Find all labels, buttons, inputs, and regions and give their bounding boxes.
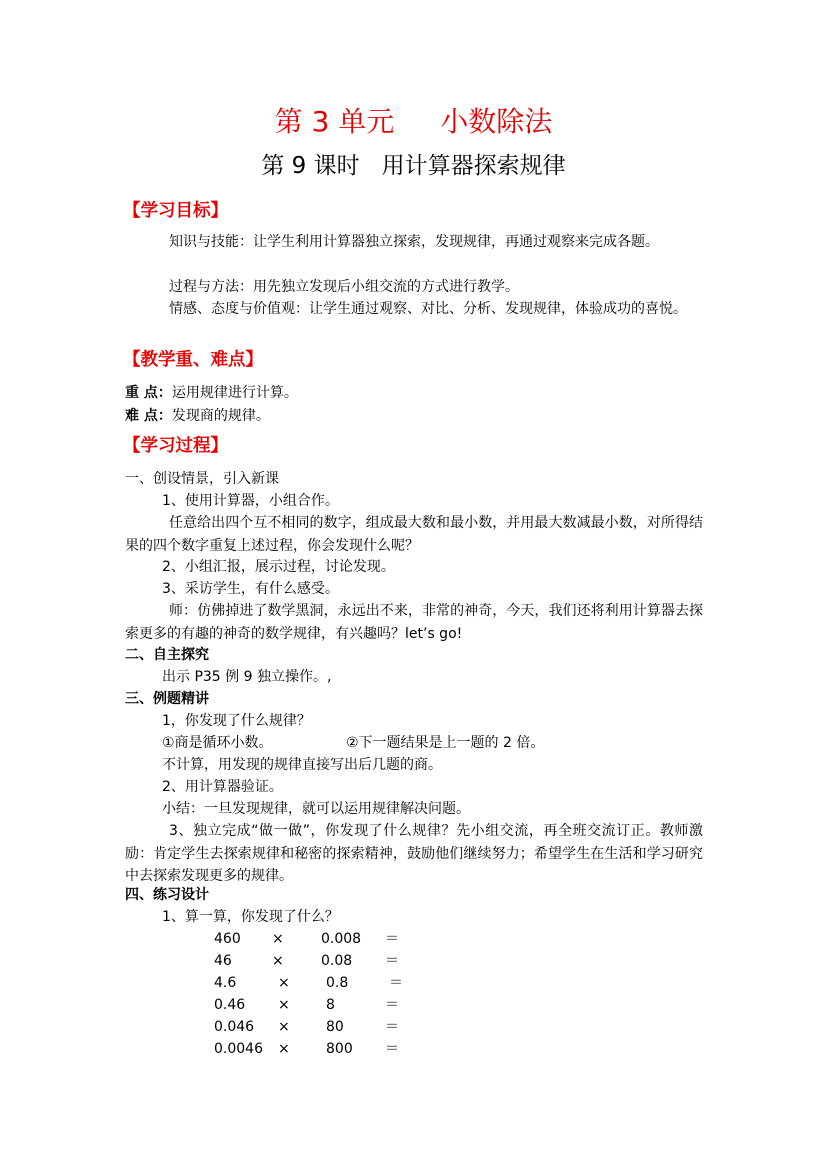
process-finding-a: ①商是循环小数。 bbox=[162, 735, 273, 751]
equals-sign: ＝ bbox=[385, 1041, 399, 1057]
exercise-operand-b: 0.08 bbox=[321, 953, 353, 969]
exercise-operand-b: 0.8 bbox=[326, 975, 349, 991]
objective-knowledge: 知识与技能：让学生利用计算器独立探索，发现规律，再通过观察来完成各题。 bbox=[169, 234, 659, 250]
equals-sign: ＝ bbox=[385, 931, 399, 947]
objective-method: 过程与方法：用先独立发现后小组交流的方式进行教学。 bbox=[169, 279, 519, 295]
times-sign: × bbox=[278, 975, 290, 991]
process-summary: 小结：一旦发现规律，就可以运用规律解决问题。 bbox=[162, 801, 470, 817]
equals-sign: ＝ bbox=[389, 975, 403, 991]
difficulty-text: 发现商的规律。 bbox=[171, 408, 270, 424]
exercise-operand-a: 46 bbox=[214, 953, 232, 969]
process-paragraph-1: 任意给出四个互不相同的数字，组成最大数和最小数，并用最大数减最小数，对所得结果的四个数字重复上述过程，你会发现什么呢？ bbox=[125, 515, 703, 554]
process-step-3-3: 3、独立完成“做一做”，你发现了什么规律？先小组交流，再全班交流订正。教师激励：肯定学生去探索规律和秘密的探索精神，鼓励他们继续努力；希望学生在生活和学习研究中去探索发现更多的规律。 bbox=[125, 823, 703, 884]
process-heading-1: 一、创设情景，引入新课 bbox=[125, 471, 279, 487]
process-step-1-1: 1、使用计算器，小组合作。 bbox=[162, 493, 339, 509]
process-heading-4: 四、练习设计 bbox=[125, 887, 209, 903]
process-heading-3: 三、例题精讲 bbox=[125, 691, 209, 707]
process-step-1-2: 2、小组汇报，展示过程，讨论发现。 bbox=[162, 559, 395, 575]
times-sign: × bbox=[278, 1019, 290, 1035]
exercise-operand-a: 0.046 bbox=[214, 1019, 255, 1035]
exercise-operand-b: 80 bbox=[326, 1019, 344, 1035]
process-teacher-remark: 师：仿佛掉进了数学黑洞，永远出不来，非常的神奇，今天，我们还将利用计算器去探索更多的有趣的神奇的数学规律，有兴趣吗？let’s go! bbox=[125, 603, 703, 642]
key-point-label: 重 点： bbox=[125, 385, 172, 401]
exercise-prompt: 1、算一算，你发现了什么？ bbox=[162, 909, 339, 925]
unit-title bbox=[0, 103, 827, 141]
section-key-points: 【教学重、难点】 bbox=[123, 350, 263, 370]
times-sign: × bbox=[272, 931, 284, 947]
unit-name: 小数除法 bbox=[440, 105, 553, 138]
exercise-operand-a: 4.6 bbox=[214, 975, 237, 991]
times-sign: × bbox=[278, 1041, 290, 1057]
exercise-operand-a: 0.0046 bbox=[214, 1041, 263, 1057]
exercise-operand-b: 0.008 bbox=[321, 931, 362, 947]
times-sign: × bbox=[278, 997, 290, 1013]
section-process: 【学习过程】 bbox=[123, 436, 228, 456]
equals-sign: ＝ bbox=[385, 997, 399, 1013]
equals-sign: ＝ bbox=[385, 953, 399, 969]
key-point-zhong bbox=[125, 382, 298, 404]
exercise-operand-a: 460 bbox=[214, 931, 241, 947]
process-finding-c: 不计算，用发现的规律直接写出后几题的商。 bbox=[162, 757, 442, 773]
lesson-title bbox=[0, 151, 827, 181]
key-point-text: 运用规律进行计算。 bbox=[171, 385, 298, 401]
exercise-operand-a: 0.46 bbox=[214, 997, 246, 1013]
lesson-number: 第 9 课时 bbox=[261, 153, 360, 179]
equals-sign: ＝ bbox=[385, 1019, 399, 1035]
process-heading-2: 二、自主探究 bbox=[125, 647, 209, 663]
process-step-2: 出示 P35 例 9 独立操作。, bbox=[162, 669, 332, 685]
key-point-nan bbox=[125, 405, 270, 427]
process-step-3-1: 1，你发现了什么规律？ bbox=[162, 713, 311, 729]
exercise-operand-b: 800 bbox=[326, 1041, 353, 1057]
section-objectives: 【学习目标】 bbox=[123, 201, 228, 221]
process-step-3-2: 2、用计算器验证。 bbox=[162, 779, 283, 795]
process-finding-b: ②下一题结果是上一题的 2 倍。 bbox=[346, 735, 545, 751]
process-step-1-3: 3、采访学生，有什么感受。 bbox=[162, 581, 339, 597]
exercise-operand-b: 8 bbox=[326, 997, 335, 1013]
times-sign: × bbox=[272, 953, 284, 969]
difficulty-label: 难 点： bbox=[125, 408, 172, 424]
unit-number: 第 3 单元 bbox=[274, 105, 395, 138]
lesson-name: 用计算器探索规律 bbox=[381, 153, 566, 179]
objective-attitude: 情感、态度与价值观：让学生通过观察、对比、分析、发现规律，体验成功的喜悦。 bbox=[169, 301, 687, 317]
